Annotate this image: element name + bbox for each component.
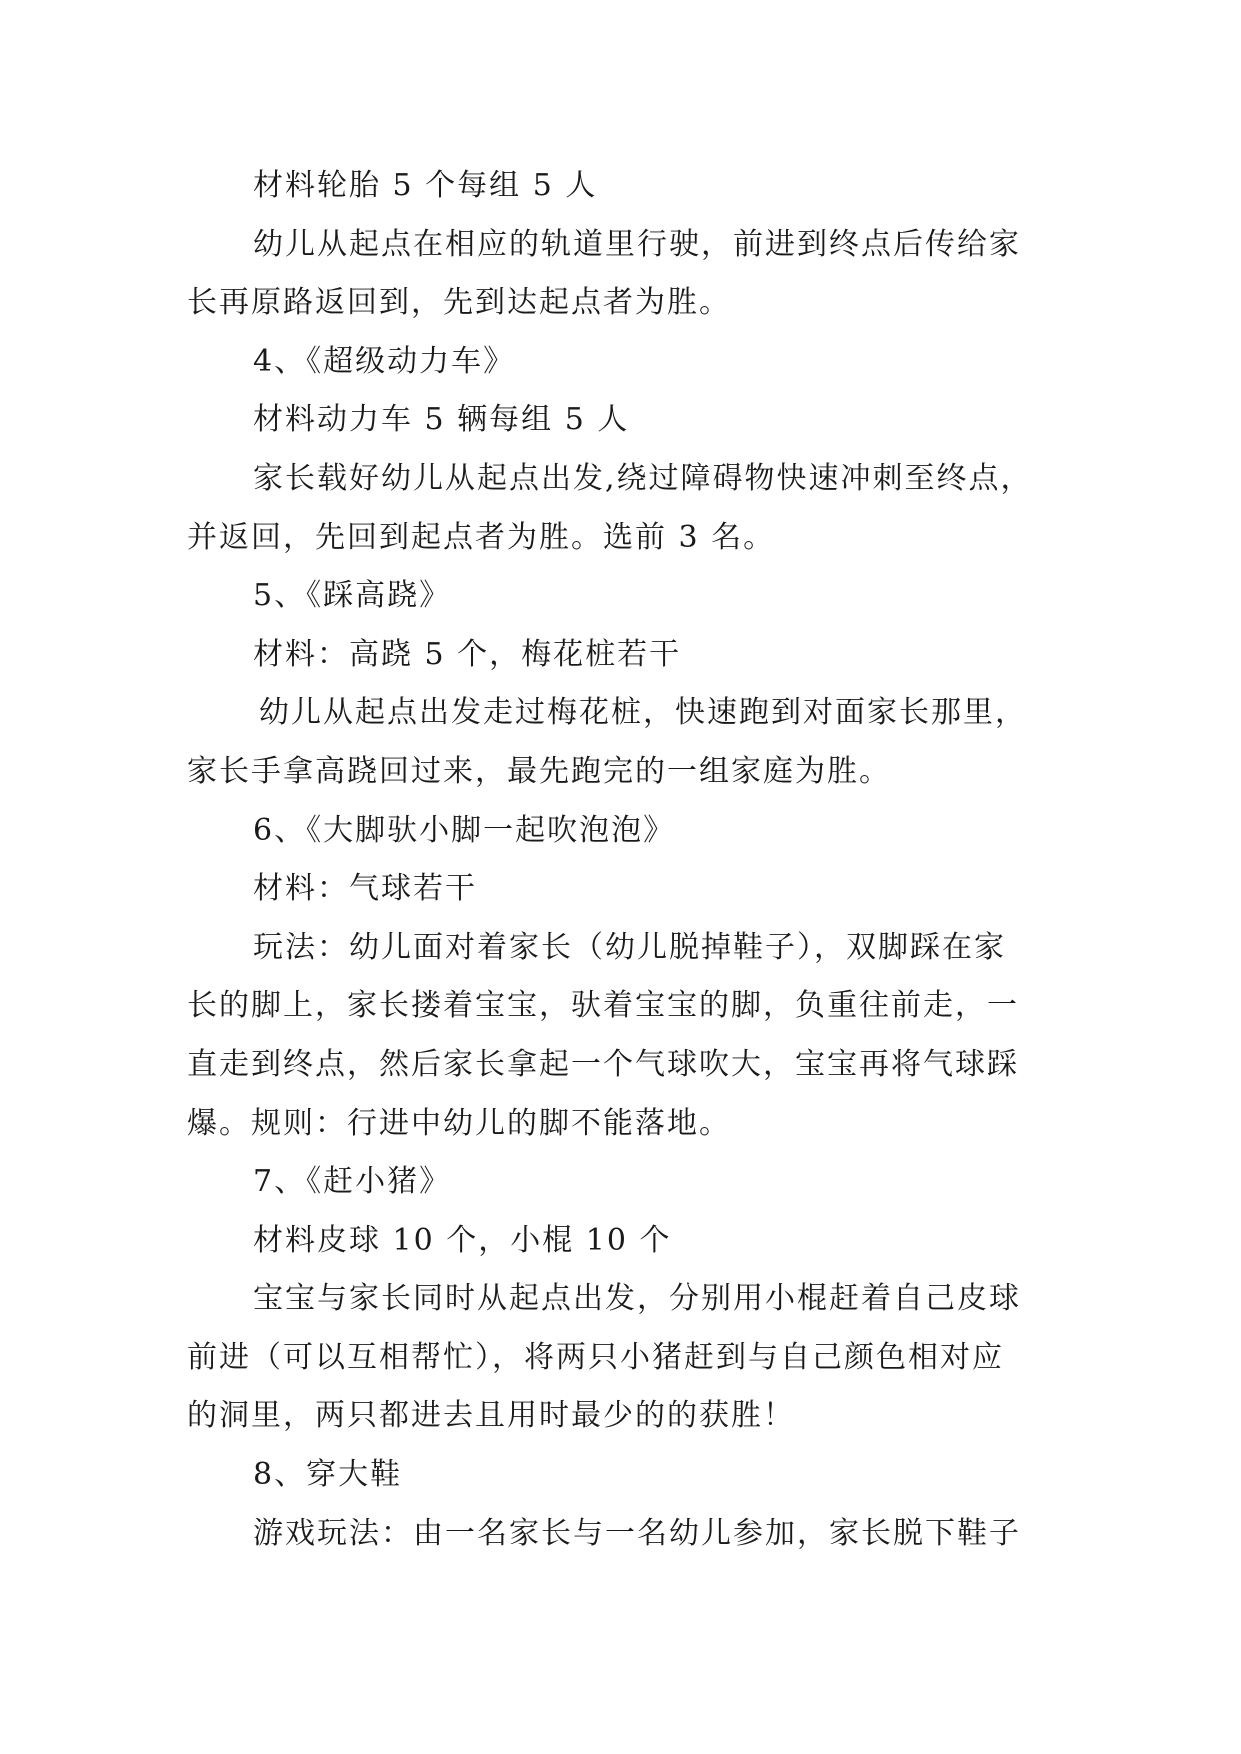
paragraph-line: 家长载好幼儿从起点出发,绕过障碍物快速冲刺至终点， (253, 460, 1033, 496)
paragraph-line: 幼儿从起点在相应的轨道里行驶，前进到终点后传给家 (253, 226, 1021, 262)
section-heading: 8、穿大鞋 (253, 1457, 403, 1493)
paragraph-line: 宝宝与家长同时从起点出发，分别用小棍赶着自己皮球 (253, 1281, 1021, 1317)
paragraph-line: 材料动力车 5 辆每组 5 人 (253, 402, 630, 438)
paragraph-line: 长的脚上，家长搂着宝宝，驮着宝宝的脚，负重往前走，一 (187, 988, 1019, 1024)
paragraph-line: 玩法：幼儿面对着家长（幼儿脱掉鞋子），双脚踩在家 (253, 929, 1006, 965)
paragraph-line: 家长手拿高跷回过来，最先跑完的一组家庭为胜。 (187, 753, 891, 789)
paragraph-line: 材料轮胎 5 个每组 5 人 (253, 168, 598, 203)
paragraph-line: 材料：气球若干 (253, 871, 477, 907)
document-body (187, 157, 1067, 1563)
section-heading: 4、《超级动力车》 (253, 343, 516, 379)
paragraph-line: 幼儿从起点出发走过梅花桩，快速跑到对面家长那里， (259, 695, 1027, 731)
paragraph-line: 材料皮球 10 个，小棍 10 个 (253, 1222, 672, 1258)
paragraph-line: 前进（可以互相帮忙），将两只小猪赶到与自己颜色相对应 (187, 1339, 1004, 1375)
paragraph-line: 材料：高跷 5 个，梅花桩若干 (253, 636, 682, 672)
section-heading: 7、《赶小猪》 (253, 1164, 452, 1200)
paragraph-line: 的洞里，两只都进去且用时最少的的获胜！ (187, 1398, 795, 1434)
paragraph-line: 直走到终点，然后家长拿起一个气球吹大，宝宝再将气球踩 (187, 1046, 1019, 1082)
section-heading: 6、《大脚驮小脚一起吹泡泡》 (253, 812, 676, 848)
paragraph-line: 爆。规则：行进中幼儿的脚不能落地。 (187, 1105, 731, 1141)
section-heading: 5、《踩高跷》 (253, 578, 452, 614)
paragraph-line: 长再原路返回到，先到达起点者为胜。 (187, 285, 731, 321)
paragraph-line: 并返回，先回到起点者为胜。选前 3 名。 (187, 519, 776, 555)
paragraph-line: 游戏玩法：由一名家长与一名幼儿参加，家长脱下鞋子 (253, 1515, 1021, 1551)
